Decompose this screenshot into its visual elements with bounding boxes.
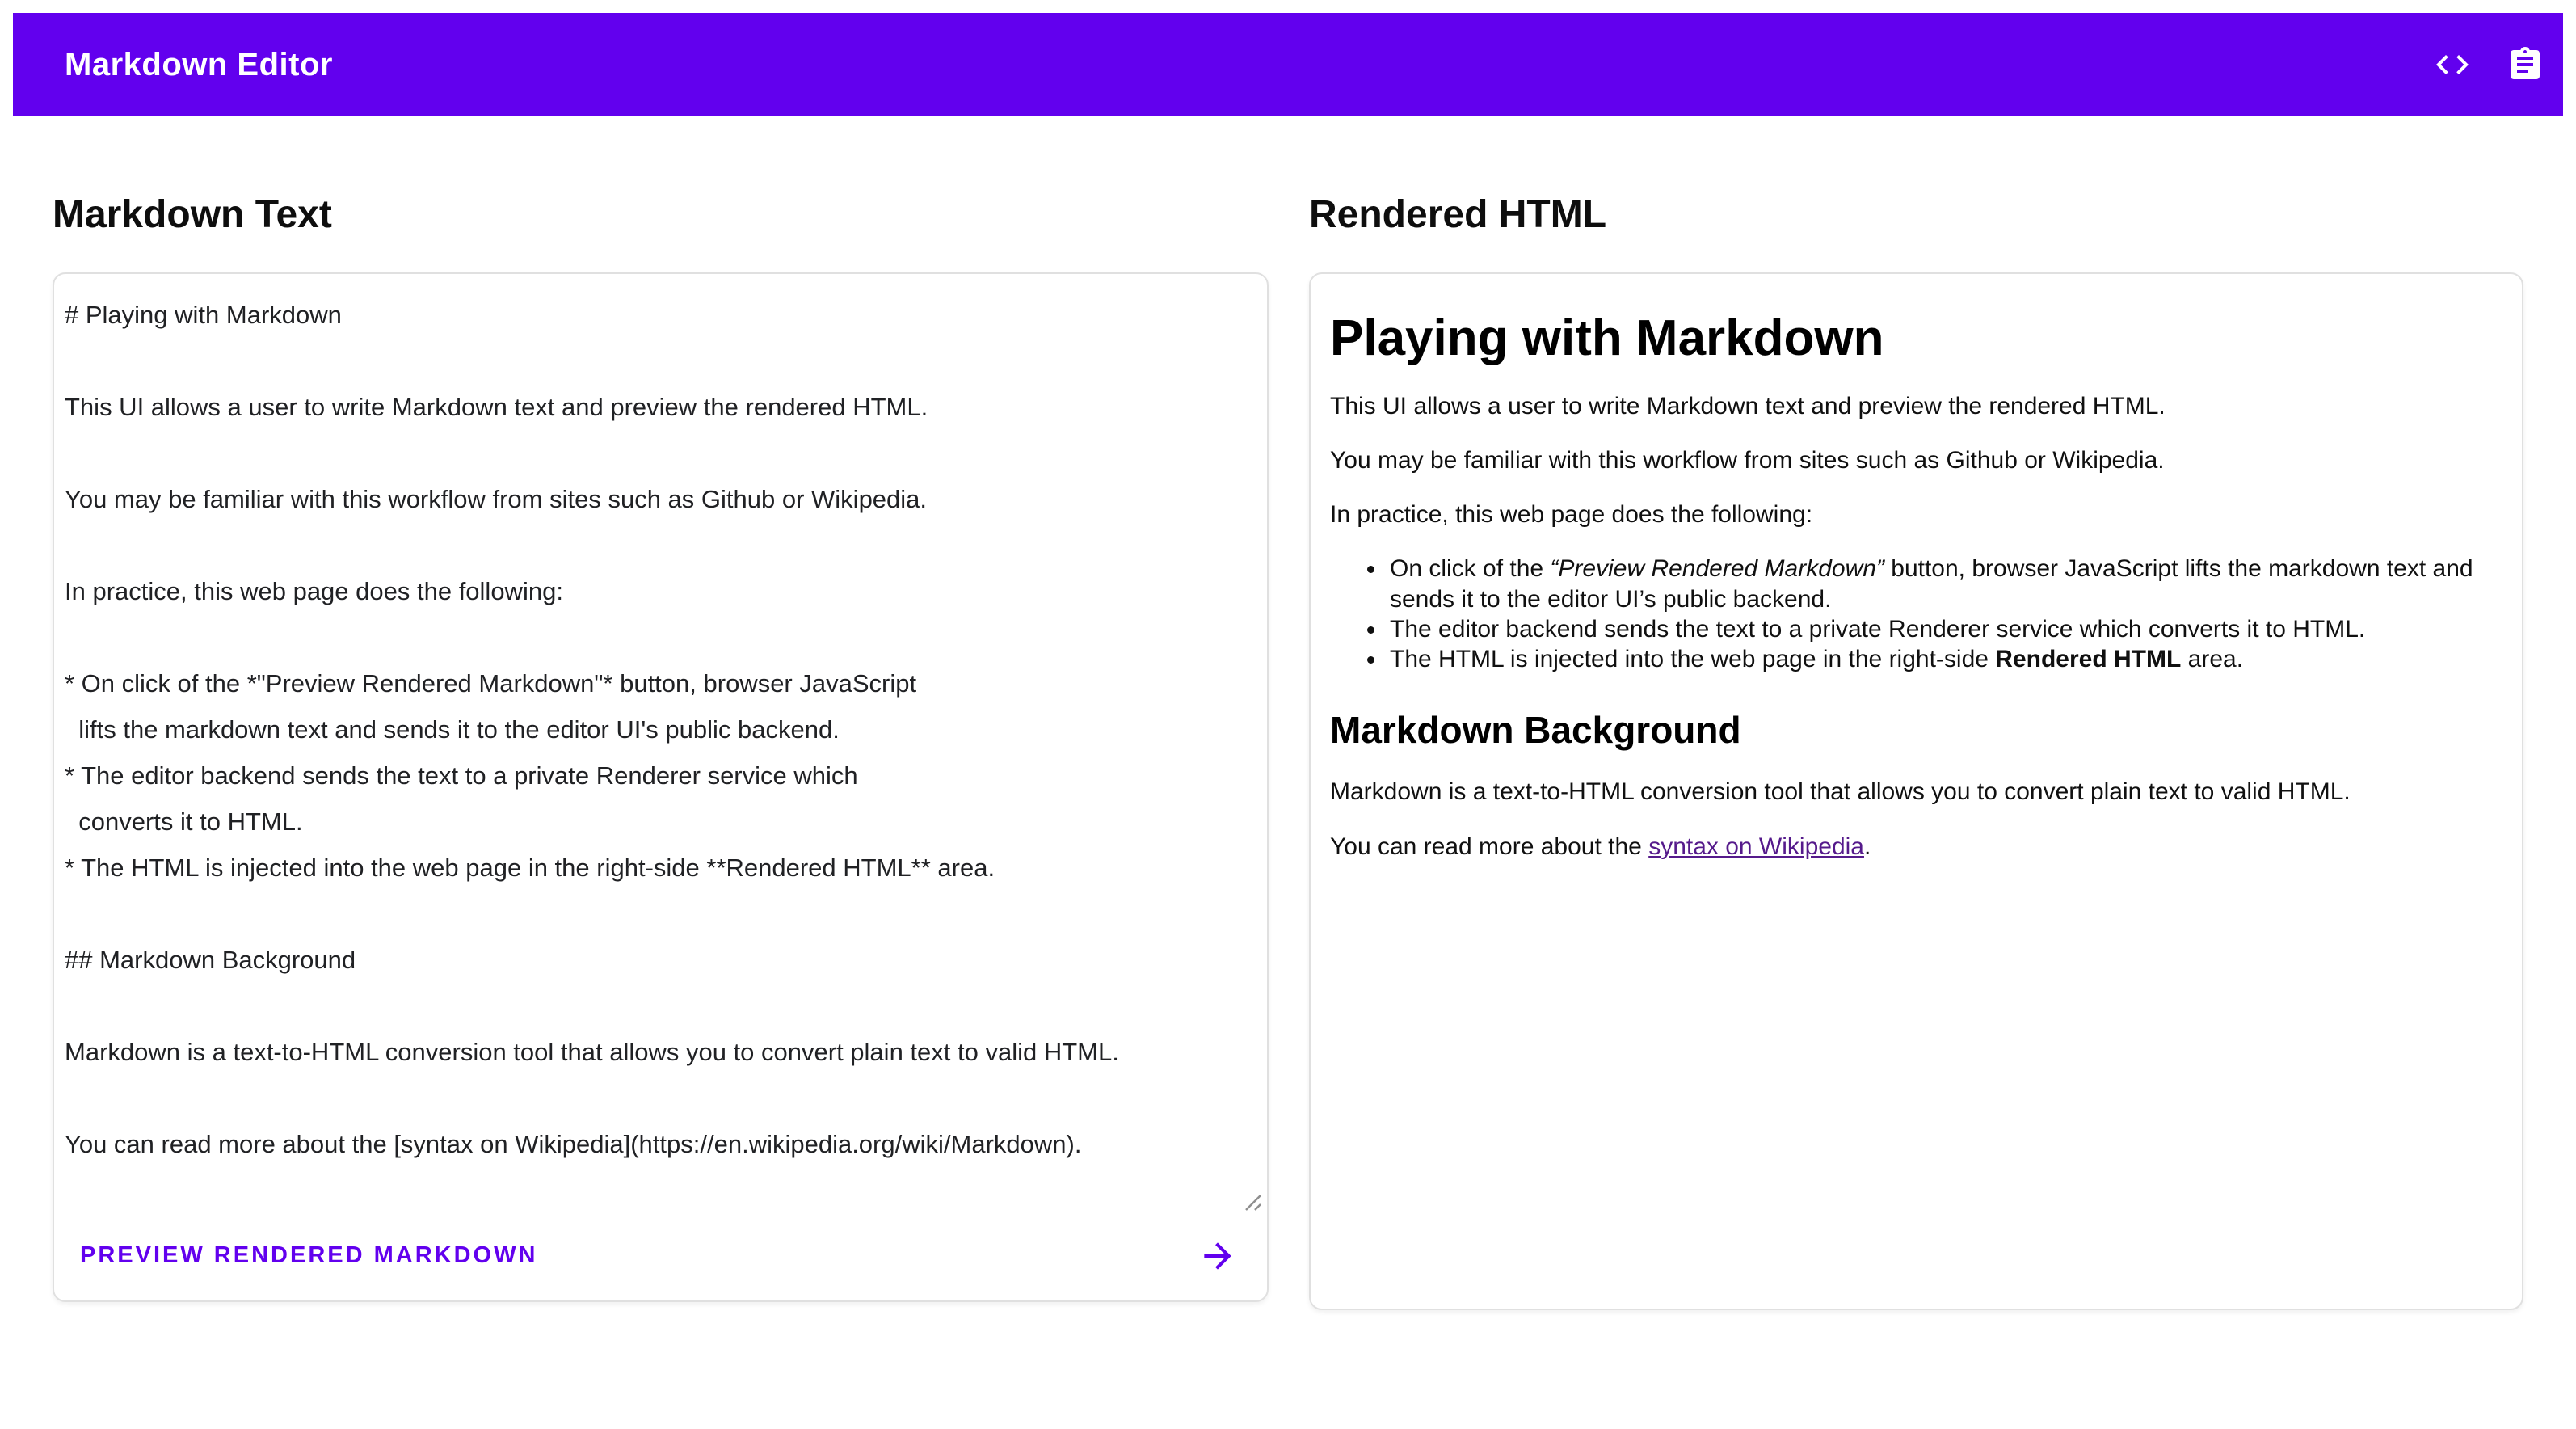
- app-bar-actions: [2416, 26, 2561, 103]
- code-icon-button[interactable]: [2416, 26, 2489, 103]
- preview-rendered-markdown-button[interactable]: PREVIEW RENDERED MARKDOWN: [80, 1242, 538, 1269]
- rendered-html-panel: [1309, 192, 2523, 1310]
- arrow-forward-button[interactable]: [1198, 1236, 1238, 1276]
- markdown-input[interactable]: [54, 274, 1267, 1212]
- rendered-paragraph-5: You can read more about the syntax on Wikipedia.: [1330, 833, 1871, 860]
- rendered-content: [1311, 274, 2522, 905]
- app-title: Markdown Editor: [65, 46, 333, 82]
- markdown-text-heading: Markdown Text: [53, 193, 332, 236]
- list-item: • The HTML is injected into the web page in the right-side Rendered HTML area.: [1387, 644, 2501, 674]
- rendered-list: [1330, 554, 2501, 674]
- rendered-h2: Markdown Background: [1330, 709, 1741, 752]
- code-icon: [2433, 45, 2472, 84]
- app-bar: [13, 13, 2563, 116]
- clipboard-icon: [2506, 45, 2544, 84]
- rendered-h1: Playing with Markdown: [1330, 310, 1884, 366]
- list-item: • The editor backend sends the text to a private Renderer service which converts it to HTML.: [1387, 614, 2501, 644]
- resize-handle-icon[interactable]: [1240, 1189, 1262, 1212]
- list-item: • On click of the “Preview Rendered Markdown” button, browser JavaScript lifts the markdown text and sends it to the editor UI’s public backend.: [1387, 554, 2501, 613]
- arrow-forward-icon: [1198, 1236, 1238, 1276]
- card-actions: [54, 1212, 1267, 1300]
- markdown-input-card: [53, 272, 1269, 1302]
- rendered-paragraph-2: You may be familiar with this workflow from sites such as Github or Wikipedia.: [1330, 447, 2165, 474]
- markdown-text-panel: [53, 192, 1269, 1302]
- rendered-html-heading: Rendered HTML: [1309, 193, 1607, 236]
- rendered-paragraph-3: In practice, this web page does the following:: [1330, 501, 1813, 529]
- rendered-paragraph-1: This UI allows a user to write Markdown text and preview the rendered HTML.: [1330, 392, 2166, 419]
- wikipedia-link[interactable]: syntax on Wikipedia: [1648, 833, 1864, 860]
- rendered-paragraph-4: Markdown is a text-to-HTML conversion tool that allows you to convert plain text to valid HTML.: [1330, 778, 2351, 806]
- clipboard-icon-button[interactable]: [2489, 26, 2561, 103]
- rendered-html-card: [1309, 272, 2523, 1310]
